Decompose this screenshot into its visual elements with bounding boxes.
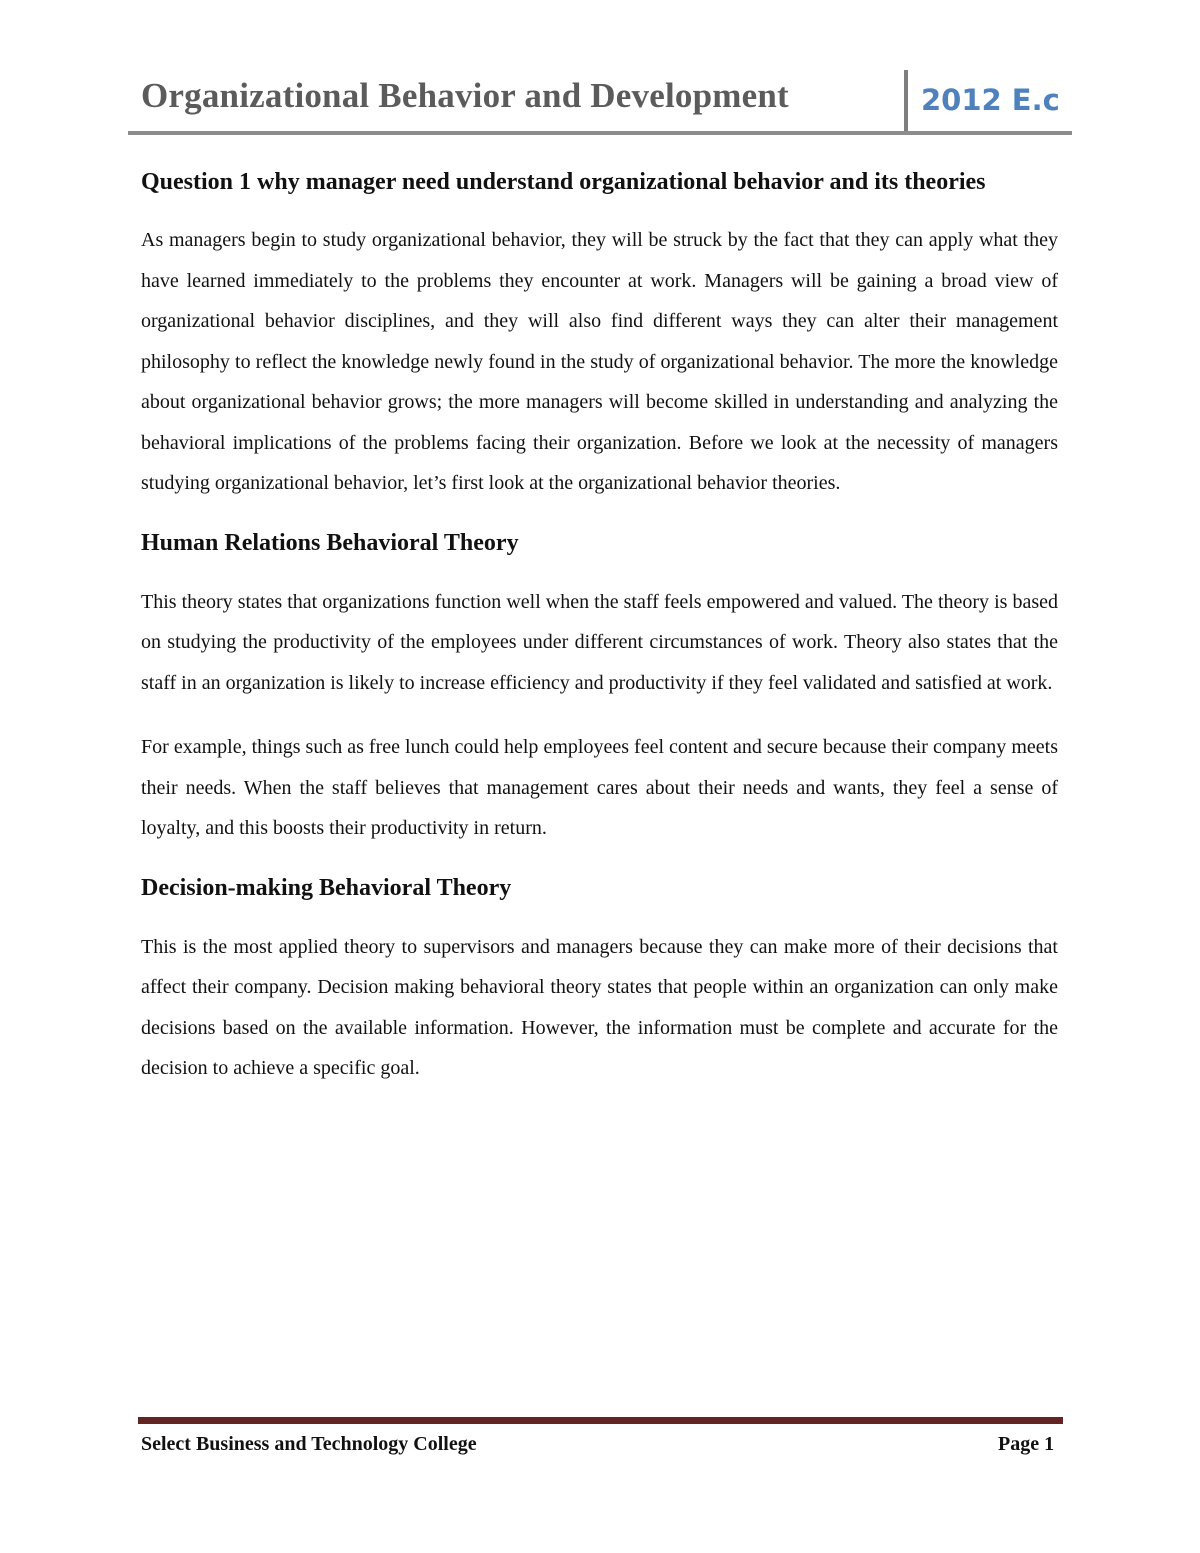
footer-rule [138,1417,1063,1424]
header-vertical-divider [904,70,908,132]
human-relations-paragraph-1: This theory states that organizations function well when the staff feels empowered and valued. The theory is based on studying the productivity of the employees under different circumstances of work. Theory also states that the staff in an organization is likely to increase efficiency and productivity if they feel validated and satisfied at work. [141,590,1058,694]
question-heading: Question 1 why manager need understand organizational behavior and its theories [141,169,986,195]
header-title: Organizational Behavior and Development [141,76,789,115]
footer-college-name: Select Business and Technology College [141,1433,477,1455]
footer-page-number: Page 1 [998,1433,1055,1455]
decision-making-paragraph-1: This is the most applied theory to supervisors and managers because they can make more of their decisions that affect their company. Decision making behavioral theory states that people within an organization can only make decisions based on the available information. However, the information must be complete and accurate for the decision to achieve a specific goal. [141,935,1058,1079]
document-body [141,158,1058,1113]
header-year: 2012 E.c [921,83,1060,117]
section-heading-human-relations: Human Relations Behavioral Theory [141,529,519,556]
human-relations-paragraph-2: For example, things such as free lunch could help employees feel content and secure because their company meets their needs. When the staff believes that management cares about their needs and wants, they feel a sense of loyalty, and this boosts their productivity in return. [141,736,1058,839]
section-heading-decision-making: Decision-making Behavioral Theory [141,874,512,901]
intro-paragraph: As managers begin to study organizational behavior, they will be struck by the fact that they can apply what they have learned immediately to the problems they encounter at work. Managers will be gaining a broad view of organizational behavior disciplines, and they will also find different ways they can alter their management philosophy to reflect the knowledge newly found in the study of organizational behavior. The more the knowledge about organizational behavior grows; the more managers will become skilled in understanding and analyzing the behavioral implications of the problems facing their organization. Before we look at the necessity of managers studying organizational behavior, let’s first look at the organizational behavior theories. [141,229,1058,494]
header-rule [128,131,1072,135]
